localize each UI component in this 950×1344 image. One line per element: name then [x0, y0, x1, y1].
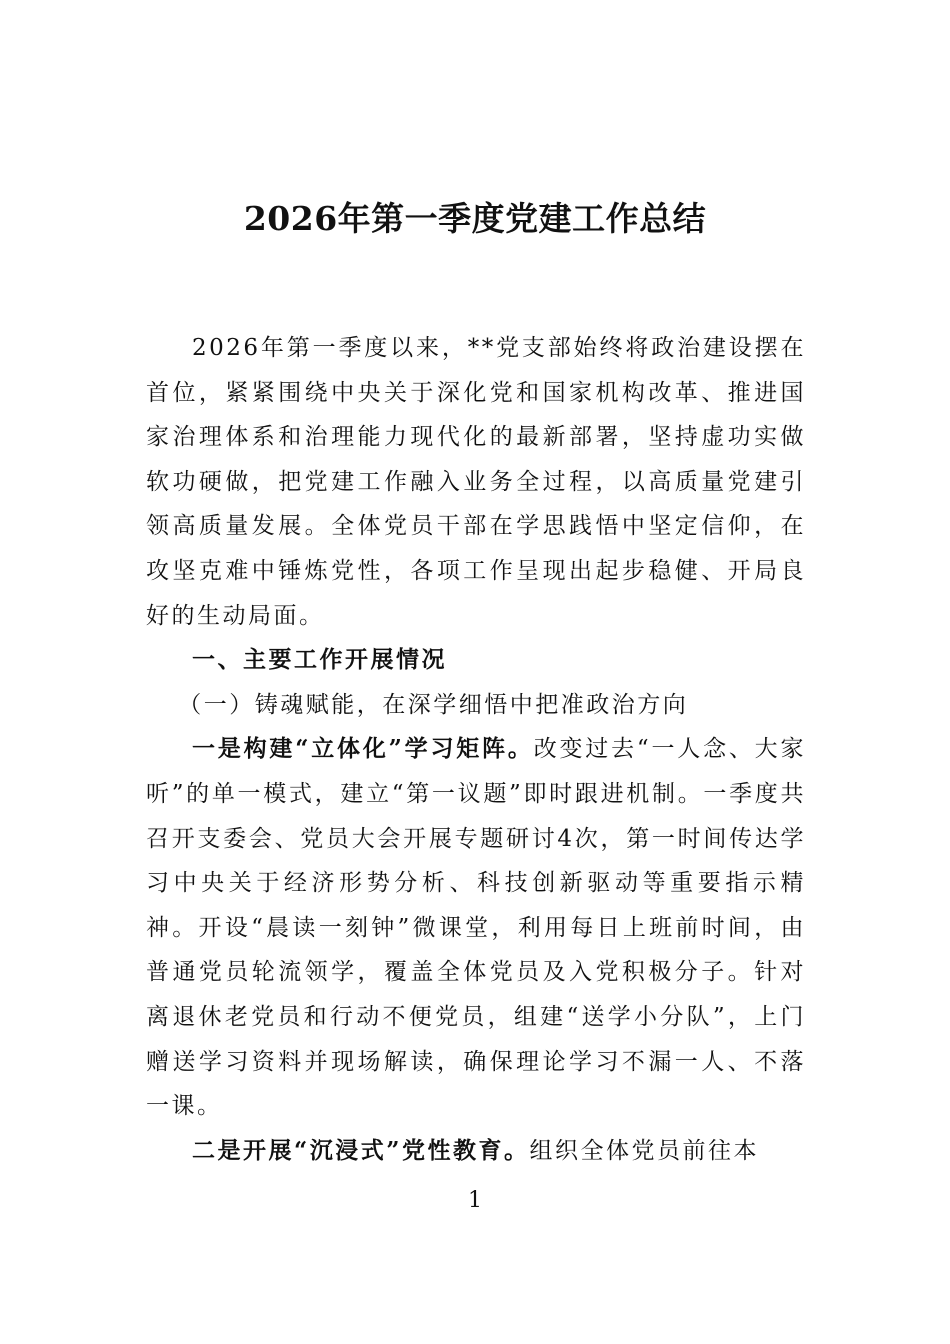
item-paragraph	[146, 1129, 806, 1174]
item-paragraph	[146, 727, 806, 1128]
item-text: 组织全体党员前往本	[529, 1137, 759, 1164]
intro-paragraph: 2026年第一季度以来，**党支部始终将政治建设摆在首位，紧紧围绕中央关于深化党和国家机构改革、推进国家治理体系和治理能力现代化的最新部署，坚持虚功实做软功硬做，把党建工作融入业务全过程，以高质量党建引领高质量发展。全体党员干部在学思践悟中坚定信仰，在攻坚克难中锤炼党性，各项工作呈现出起步稳健、开局良好的生动局面。	[146, 335, 806, 629]
page-number: 1	[468, 1188, 482, 1213]
document-body	[146, 326, 806, 1173]
subsection-heading: （一）铸魂赋能，在深学细悟中把准政治方向	[178, 691, 689, 718]
document-title: 2026年第一季度党建工作总结	[243, 199, 707, 238]
section-heading: 一、主要工作开展情况	[192, 647, 447, 674]
item-lead: 二是开展“沉浸式”党性教育。	[192, 1136, 530, 1164]
item-text: 改变过去“一人念、大家听”的单一模式，建立“第一议题”即时跟进机制。一季度共召开支委会、党员大会开展专题研讨4次，第一时间传达学习中央关于经济形势分析、科技创新驱动等重要指示精神。开设“晨读一刻钟”微课堂，利用每日上班前时间，由普通党员轮流领学，覆盖全体党员及入党积极分子。针对离退休老党员和行动不便党员，组建“送学小分队”，上门赠送学习资料并现场解读，确保理论学习不漏一人、不落一课。	[146, 736, 806, 1120]
item-lead: 一是构建“立体化”学习矩阵。	[192, 735, 534, 763]
